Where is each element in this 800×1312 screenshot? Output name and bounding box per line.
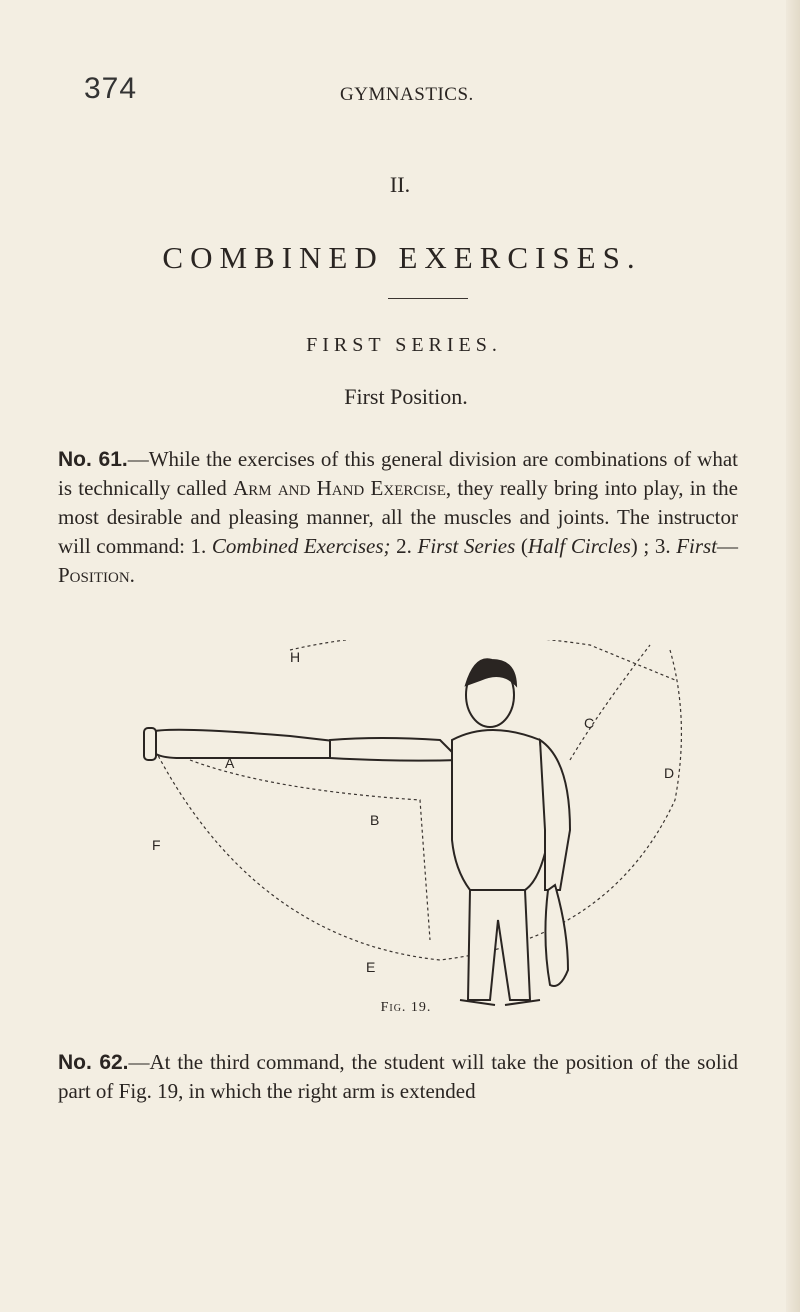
dotted-arc-left-arm bbox=[570, 645, 650, 760]
italic-run: First bbox=[676, 534, 718, 558]
paragraph-number: No. 62. bbox=[58, 1051, 129, 1074]
figure-caption: Fig. 19. bbox=[380, 1000, 432, 1015]
figure-label-d: D bbox=[664, 765, 675, 781]
text-run: ( bbox=[515, 534, 528, 558]
paragraph-number: No. 61. bbox=[58, 448, 128, 471]
small-caps-run: Arm and Hand Exercise bbox=[233, 476, 446, 500]
dotted-arm-outline bbox=[190, 760, 430, 940]
figure-label-h: H bbox=[290, 649, 301, 665]
series-heading: FIRST SERIES. bbox=[306, 334, 502, 356]
text-run: — bbox=[717, 534, 739, 558]
figure-label-f: F bbox=[152, 837, 161, 853]
small-caps-run: Position. bbox=[58, 563, 135, 587]
text-run: 2. bbox=[390, 534, 418, 558]
italic-run: First bbox=[417, 534, 459, 558]
italic-run: Series bbox=[463, 534, 516, 558]
hanging-club bbox=[545, 885, 568, 986]
left-arm bbox=[540, 740, 570, 890]
paragraph-62 bbox=[58, 1048, 738, 1106]
page-number: 374 bbox=[84, 72, 138, 105]
section-title: COMBINED EXERCISES. bbox=[162, 240, 642, 275]
text-run: —At the third command, the student will take the position of the solid part of Fig. 19, in which the right arm is extended bbox=[58, 1050, 738, 1103]
section-numeral: II. bbox=[389, 172, 411, 197]
club-knob bbox=[144, 728, 156, 760]
text-run: ) ; 3. bbox=[630, 534, 677, 558]
text-run: —While the exercises of this general division are combinations of what is technically called bbox=[58, 447, 738, 500]
italic-run: Combined Exercises; bbox=[211, 534, 391, 558]
extended-arm bbox=[330, 738, 460, 761]
position-heading: First Position. bbox=[344, 384, 468, 409]
figure-label-b: B bbox=[370, 812, 380, 828]
raised-arm-club bbox=[150, 730, 360, 758]
dotted-arc-upper bbox=[150, 650, 681, 960]
text-run: , they really bring into play, in the most desirable and pleasing manner, all the muscles and joints. The instructor will command: 1. bbox=[58, 476, 738, 558]
figure-label-c: C bbox=[584, 715, 595, 731]
heading-rule bbox=[388, 298, 468, 299]
torso bbox=[452, 730, 548, 890]
italic-run: Half Circles bbox=[527, 534, 631, 558]
legs bbox=[468, 890, 530, 1000]
running-head bbox=[0, 72, 800, 112]
figure-label-e: E bbox=[366, 959, 376, 975]
figure-19-illustration bbox=[130, 640, 690, 1020]
paragraph-61 bbox=[58, 445, 738, 590]
figure-label-a: A bbox=[225, 755, 235, 771]
running-title: GYMNASTICS. bbox=[340, 84, 474, 105]
